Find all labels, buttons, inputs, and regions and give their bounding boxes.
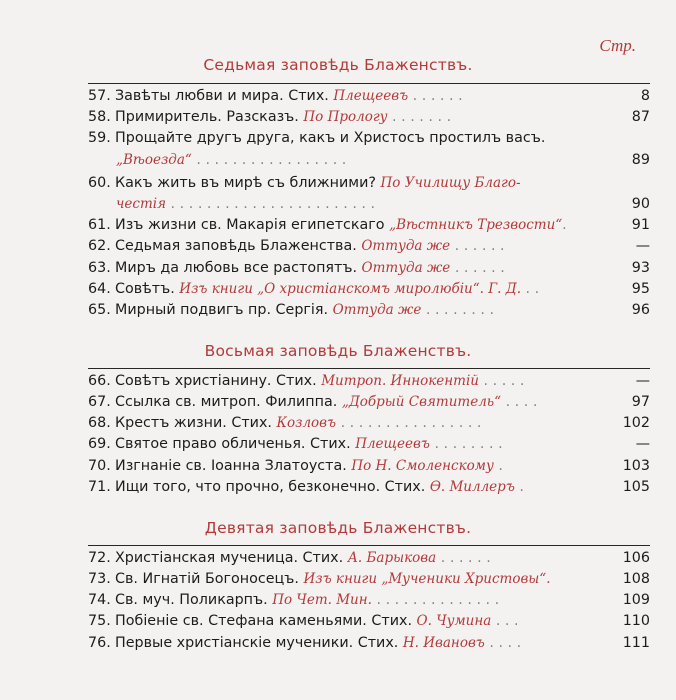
list-item xyxy=(88,371,650,391)
entry-source: Н. Ивановъ xyxy=(402,635,485,651)
entry-title: Примиритель. Разсказъ. xyxy=(115,109,299,125)
leader-dots: . . . . . . . . . . . . . . xyxy=(371,592,500,608)
page-number: — xyxy=(635,238,650,254)
entry-source: По Прологу xyxy=(303,109,388,125)
list-item-continuation xyxy=(88,150,650,170)
entry-title: Побіеніе св. Стефана каменьями. Стих. xyxy=(115,613,412,629)
leader-dots: . . . . . . xyxy=(436,550,491,566)
entry-number: 67. xyxy=(88,394,111,410)
entry-source: Ѳ. Миллеръ xyxy=(429,479,515,495)
entry-number: 63. xyxy=(88,260,111,276)
entry-number: 64. xyxy=(88,281,111,297)
page-number: 93 xyxy=(631,260,650,276)
entry-title: Святое право обличенья. Стих. xyxy=(115,436,351,452)
entry-number: 61. xyxy=(88,217,111,233)
entry-number: 57. xyxy=(88,88,111,104)
entry-title: Какъ жить въ мирѣ съ ближними? xyxy=(115,175,376,191)
page-number: 108 xyxy=(622,571,650,587)
section-divider xyxy=(88,545,650,546)
entry-source: Плещеевъ xyxy=(333,88,409,104)
page-number: 105 xyxy=(622,479,650,495)
page-column-label: Стр. xyxy=(599,36,636,55)
leader-dots: . . . . . . xyxy=(450,260,505,276)
entry-source: Изъ книги „О христіанскомъ миролюбіи“. Г. Д. xyxy=(179,281,521,297)
entry-title: Крестъ жизни. Стих. xyxy=(115,415,272,431)
list-item xyxy=(88,173,650,193)
entry-source: Оттуда же xyxy=(361,238,451,254)
entry-number: 69. xyxy=(88,436,111,452)
list-item xyxy=(88,456,650,476)
section-title: Восьмая заповѣдь Блаженствъ. xyxy=(204,342,472,360)
entry-title: Изъ жизни св. Макарія египетскаго xyxy=(115,217,385,233)
leader-dots: . xyxy=(562,217,567,233)
leader-dots: . . . . . . . . . . . . . . . . xyxy=(336,415,482,431)
page-number: 89 xyxy=(631,152,650,168)
entry-title: Первые христіанскіе мученики. Стих. xyxy=(115,635,399,651)
entry-title: Св. Игнатій Богоносецъ. xyxy=(115,571,299,587)
list-item xyxy=(88,477,650,497)
leader-dots: . . . . . . . xyxy=(387,109,452,125)
entry-title: Христіанская мученица. Стих. xyxy=(115,550,344,566)
leader-dots: . . . . . . . . . . . . . . . . . . . . . . . xyxy=(166,196,376,212)
list-item xyxy=(88,434,650,454)
entry-title: Мирный подвигъ пр. Сергія. xyxy=(115,302,329,318)
list-item xyxy=(88,611,650,631)
page-number: 91 xyxy=(631,217,650,233)
list-item xyxy=(88,300,650,320)
entry-source: „Вѣоезда“ xyxy=(116,152,192,168)
entry-source: По Чет. Мин. xyxy=(272,592,372,608)
leader-dots: . . . . . xyxy=(479,373,525,389)
entry-source: О. Чумина xyxy=(416,613,492,629)
entry-source: Козловъ xyxy=(276,415,337,431)
entry-number: 75. xyxy=(88,613,111,629)
list-item xyxy=(88,258,650,278)
list-item xyxy=(88,548,650,568)
list-item xyxy=(88,633,650,653)
entry-source: Плещеевъ xyxy=(355,436,430,452)
page-number: 111 xyxy=(622,635,650,651)
entry-title: Ищи того, что прочно, безконечно. Стих. xyxy=(115,479,426,495)
entry-source: Оттуда же xyxy=(332,302,422,318)
entry-title: Изгнаніе св. Іоанна Златоуста. xyxy=(115,458,347,474)
leader-dots: . . . . xyxy=(484,635,522,651)
leader-dots: . . xyxy=(521,281,540,297)
list-item xyxy=(88,590,650,610)
entry-number: 71. xyxy=(88,479,111,495)
entry-number: 66. xyxy=(88,373,111,389)
page-number: 90 xyxy=(631,196,650,212)
list-item xyxy=(88,236,650,256)
list-item xyxy=(88,128,650,148)
entry-source: А. Барыкова xyxy=(347,550,437,566)
entry-number: 59. xyxy=(88,130,111,146)
leader-dots: . . . . . . . . xyxy=(421,302,495,318)
entry-title: Совѣтъ. xyxy=(115,281,175,297)
section-divider xyxy=(88,368,650,369)
leader-dots: . xyxy=(514,479,524,495)
list-item-continuation xyxy=(88,194,650,214)
entry-number: 60. xyxy=(88,175,111,191)
leader-dots: . . . . . . . . . . . . . . . . . xyxy=(191,152,347,168)
page-number: — xyxy=(635,436,650,452)
leader-dots: . . . xyxy=(491,613,519,629)
entry-number: 76. xyxy=(88,635,111,651)
entry-number: 62. xyxy=(88,238,111,254)
section-divider xyxy=(88,83,650,84)
entry-number: 58. xyxy=(88,109,111,125)
page-number: 8 xyxy=(640,88,650,104)
entry-source: По Училищу Благо- xyxy=(380,175,521,191)
page-number: 110 xyxy=(622,613,650,629)
page-number: 103 xyxy=(622,458,650,474)
entry-title: Завѣты любви и мира. Стих. xyxy=(115,88,329,104)
list-item xyxy=(88,569,650,589)
page-number: 106 xyxy=(622,550,650,566)
leader-dots: . . . . . . xyxy=(450,238,505,254)
entry-source: „Вѣстникъ Трезвости“ xyxy=(389,217,563,233)
entry-source: „Добрый Святитель“ xyxy=(341,394,502,410)
page-number: 95 xyxy=(631,281,650,297)
list-item xyxy=(88,215,650,235)
list-item xyxy=(88,413,650,433)
entry-source: Митроп. Иннокентій xyxy=(321,373,479,389)
entry-source: Изъ книги „Мученики Христовы“. xyxy=(303,571,551,587)
leader-dots: . . . . xyxy=(501,394,538,410)
entry-source: По Н. Смоленскому xyxy=(351,458,494,474)
leader-dots: . . . . . . . . xyxy=(429,436,503,452)
entry-number: 72. xyxy=(88,550,111,566)
page-number: 102 xyxy=(622,415,650,431)
entry-number: 70. xyxy=(88,458,111,474)
list-item xyxy=(88,107,650,127)
entry-source: Оттуда же xyxy=(361,260,451,276)
entry-title: Седьмая заповѣдь Блаженства. xyxy=(115,238,357,254)
entry-title: Ссылка св. митроп. Филиппа. xyxy=(115,394,338,410)
page-number: 109 xyxy=(622,592,650,608)
section-title: Девятая заповѣдь Блаженствъ. xyxy=(204,519,472,537)
page-number: 96 xyxy=(631,302,650,318)
list-item xyxy=(88,86,650,106)
entry-source-continued: честія xyxy=(116,196,167,212)
entry-number: 74. xyxy=(88,592,111,608)
page-number: 97 xyxy=(631,394,650,410)
leader-dots: . . . . . . xyxy=(408,88,463,104)
section-title: Седьмая заповѣдь Блаженствъ. xyxy=(203,56,473,74)
page-number: — xyxy=(635,373,650,389)
entry-title: Совѣтъ христіанину. Стих. xyxy=(115,373,317,389)
entry-number: 65. xyxy=(88,302,111,318)
list-item xyxy=(88,392,650,412)
entry-title: Св. муч. Поликарпъ. xyxy=(115,592,268,608)
entry-title: Прощайте другъ друга, какъ и Христосъ простилъ васъ. xyxy=(115,130,546,146)
entry-number: 73. xyxy=(88,571,111,587)
list-item xyxy=(88,279,650,299)
entry-number: 68. xyxy=(88,415,111,431)
page-number: 87 xyxy=(631,109,650,125)
entry-title: Миръ да любовь все растопятъ. xyxy=(115,260,357,276)
leader-dots: . xyxy=(493,458,503,474)
